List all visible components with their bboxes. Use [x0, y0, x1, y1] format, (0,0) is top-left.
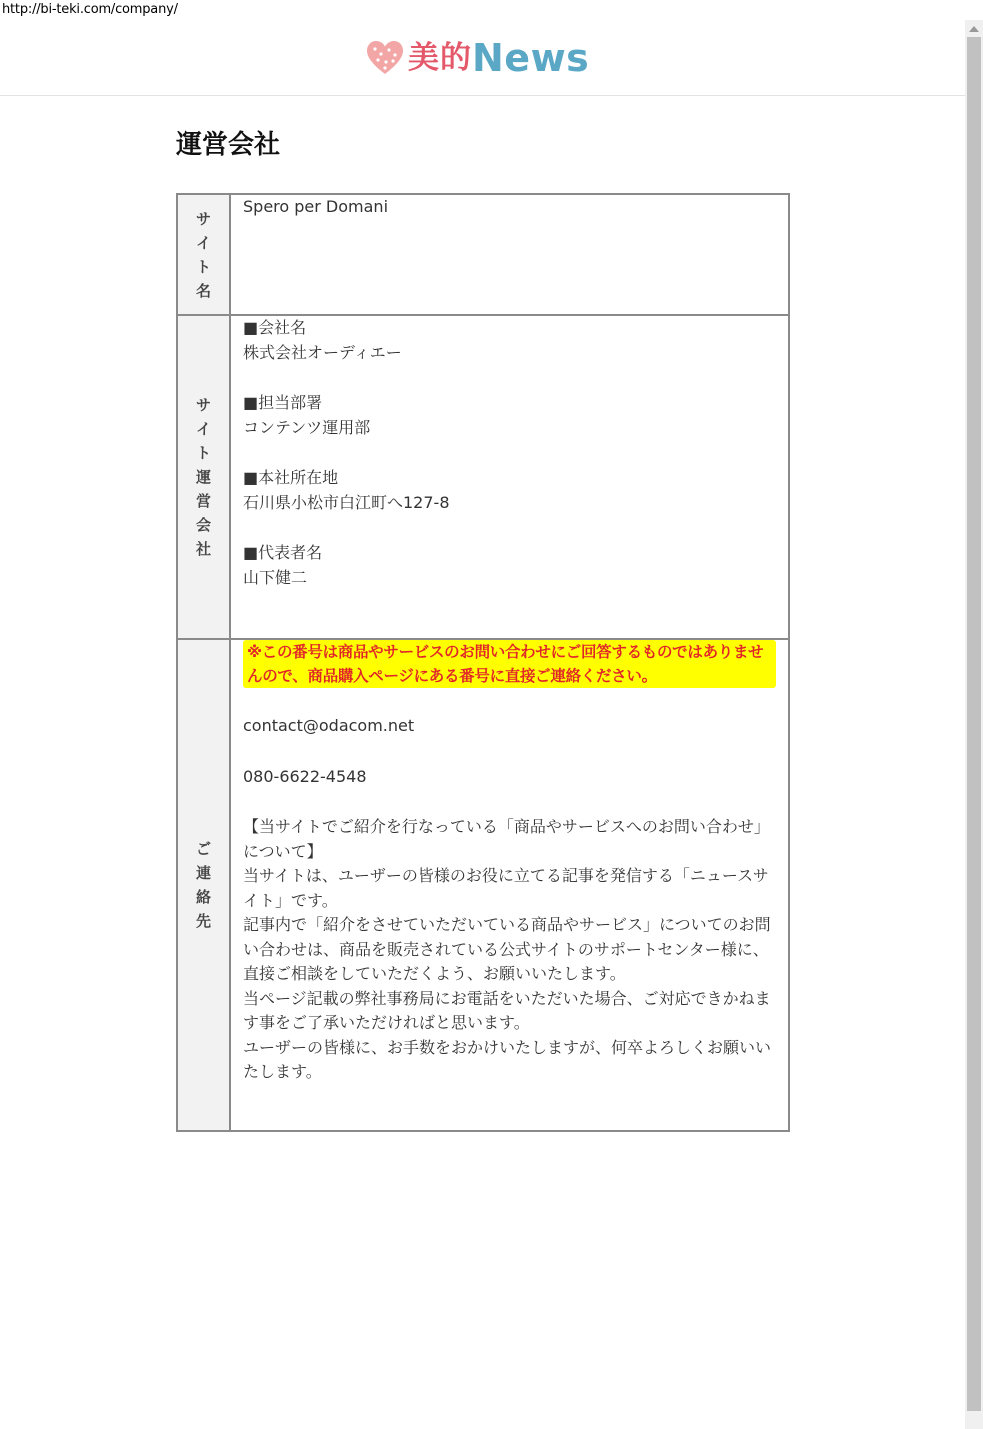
contact-notice: ※この番号は商品やサービスのお問い合わせにご回答するものではありませんので、商品購入ページにある番号に直接ご連絡ください。: [243, 640, 776, 688]
company-info-table: [176, 193, 790, 1132]
page-title: 運営会社: [176, 130, 281, 160]
site-name-header: [177, 194, 230, 315]
site-name-value: Spero per Domani: [243, 197, 389, 216]
page-url: http://bi-teki.com/company/: [2, 2, 178, 17]
rep-label: ■代表者名: [243, 543, 323, 562]
contact-body: 【当サイトでご紹介を行なっている「商品やサービスへのお問い合わせ」について】 当サイトは、ユーザーの皆様のお役に立てる記事を発信する「ニュースサイト」です。 記事内で「紹介をさせていただいている商品やサービス」についてのお問い合わせは、商品を販売されている公式サイトのサポートセンター様に、直接ご相談をしていただくよう、お願いいたします。 当ページ記載の弊社事務局にお電話をいただいた場合、ご対応できかねます事をご了承いただければと思います。 ユーザーの皆様に、お手数をおかけいたしますが、何卒よろしくお願いいたします。: [243, 817, 772, 1081]
site-logo[interactable]: [366, 38, 589, 78]
address-label: ■本社所在地: [243, 468, 339, 487]
company-value: 株式会社オーディエー: [243, 342, 402, 362]
logo-kanji: 美的: [408, 40, 472, 76]
contact-header: [177, 639, 230, 1131]
contact-cell: [230, 639, 789, 1131]
dept-label: ■担当部署: [243, 393, 323, 412]
site-name-header-label: サイト名: [195, 209, 211, 300]
logo-news: News: [472, 36, 590, 80]
rep-value: 山下健二: [243, 567, 308, 587]
site-name-cell: [230, 194, 789, 315]
vertical-scrollbar[interactable]: [965, 20, 983, 1429]
site-header: [0, 20, 965, 96]
table-row: [177, 315, 789, 639]
dept-value: コンテンツ運用部: [243, 417, 371, 437]
contact-email[interactable]: contact@odacom.net: [243, 716, 415, 735]
heart-icon: [366, 40, 404, 76]
contact-header-label: ご連絡先: [195, 840, 211, 930]
operator-header-label: サイト運営会社: [195, 396, 211, 558]
contact-phone[interactable]: 080-6622-4548: [243, 766, 367, 786]
table-row: [177, 639, 789, 1131]
scroll-up-arrow-icon[interactable]: [969, 26, 979, 32]
operator-header: [177, 315, 230, 639]
company-label: ■会社名: [243, 318, 307, 337]
address-value: 石川県小松市白江町へ127-8: [243, 492, 450, 512]
scrollbar-thumb[interactable]: [967, 37, 981, 1411]
table-row: [177, 194, 789, 315]
operator-cell: [230, 315, 789, 639]
